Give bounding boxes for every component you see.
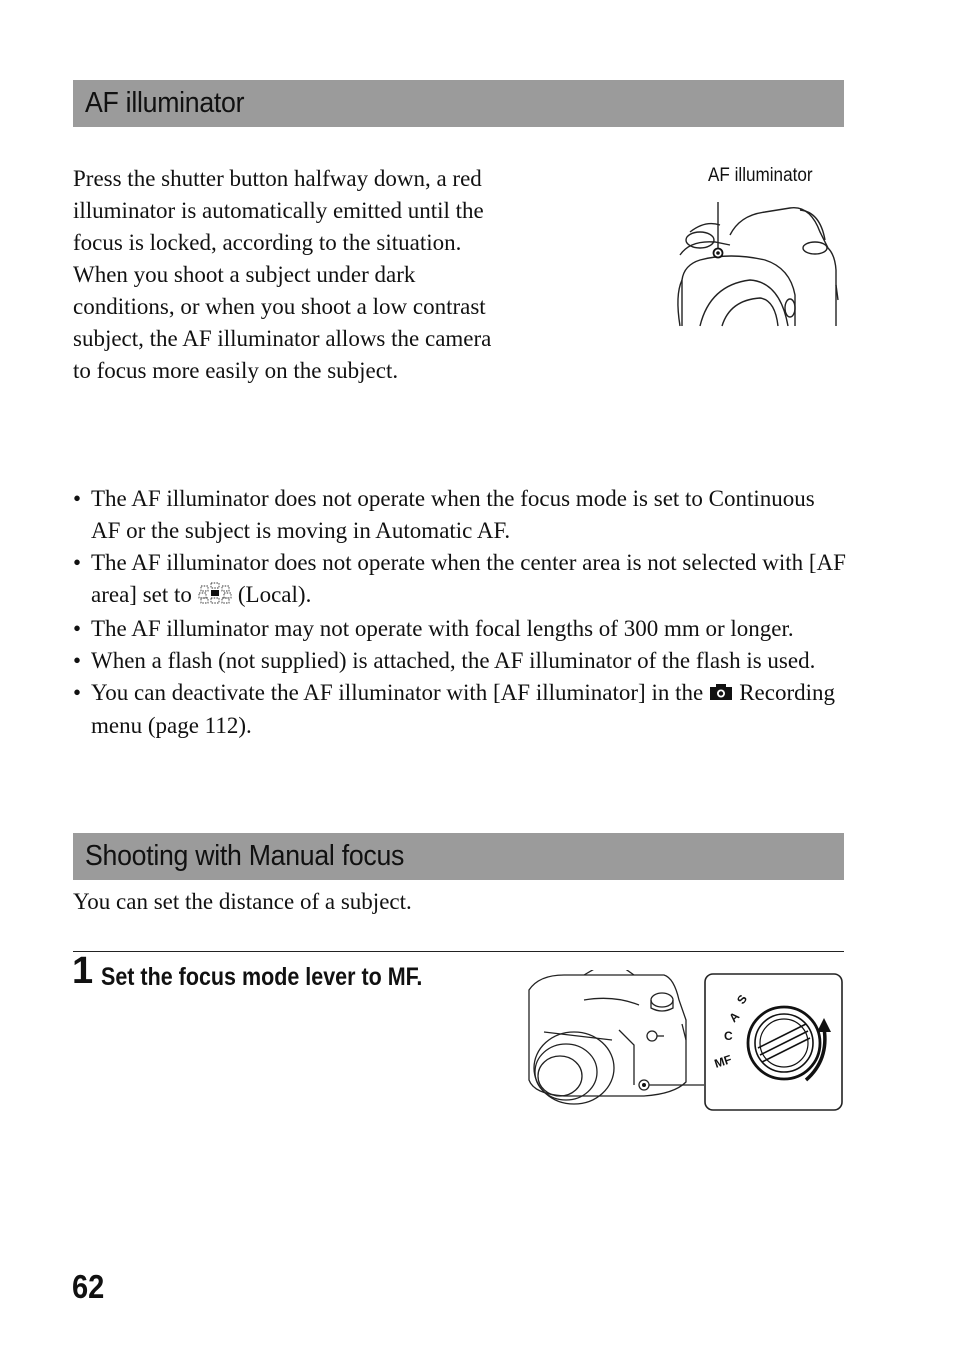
note-text-after: (Local). [237,582,312,607]
bullet: • [73,550,82,575]
section-title: Shooting with Manual focus [85,840,405,872]
note-text: The AF illuminator may not operate with focal lengths of 300 mm or longer. [91,615,794,641]
note-text-before: The AF illuminator does not operate when the center area is not selected with [AF area] set to [91,550,846,607]
divider [73,951,844,952]
camera-front-illustration [670,160,850,330]
note-item [73,645,848,677]
local-af-area-icon [198,581,232,613]
bullet: • [73,647,82,673]
bullet: • [73,615,82,641]
manual-focus-intro: You can set the distance of a subject. [73,889,412,914]
dial-label-c: C [724,1029,733,1043]
step-number: 1 [72,950,94,992]
intro-paragraph-2: When you shoot a subject under dark conditions, or when you shoot a low contrast subject, the AF illuminator allows the camera to focus more easily on the subject. [73,262,492,383]
note-item [73,677,848,743]
note-item [73,613,848,645]
note-item [73,483,848,547]
section-header-af-illuminator [73,80,844,127]
af-illuminator-intro [73,163,513,387]
note-text: When a flash (not supplied) is attached, the AF illuminator of the flash is used. [91,647,816,673]
dial-label-s: S [733,992,751,1007]
af-illuminator-notes [73,483,848,742]
intro-paragraph-1: Press the shutter button halfway down, a red illuminator is automatically emitted until the focus is locked, according to the situation. [73,166,484,255]
step-instruction: Set the focus mode lever to MF. [101,963,423,991]
focus-mode-lever-illustration [524,970,846,1115]
page-number: 62 [72,1268,105,1305]
section-title: AF illuminator [85,87,245,119]
dial-label-a: A [726,1009,743,1026]
note-text-after: Recording menu (page 112). [91,679,835,739]
bullet: • [73,486,82,511]
note-text: The AF illuminator does not operate when the focus mode is set to Continuous AF or the subject is moving in Automatic AF. [91,486,815,543]
camera-icon [709,678,733,710]
dial-label-mf: MF [712,1052,734,1071]
af-illuminator-caption: AF illuminator [708,165,813,186]
note-item [73,547,848,613]
bullet: • [73,679,82,705]
section-header-manual-focus [73,833,844,880]
note-text-before: You can deactivate the AF illuminator with [AF illuminator] in the [91,679,704,705]
